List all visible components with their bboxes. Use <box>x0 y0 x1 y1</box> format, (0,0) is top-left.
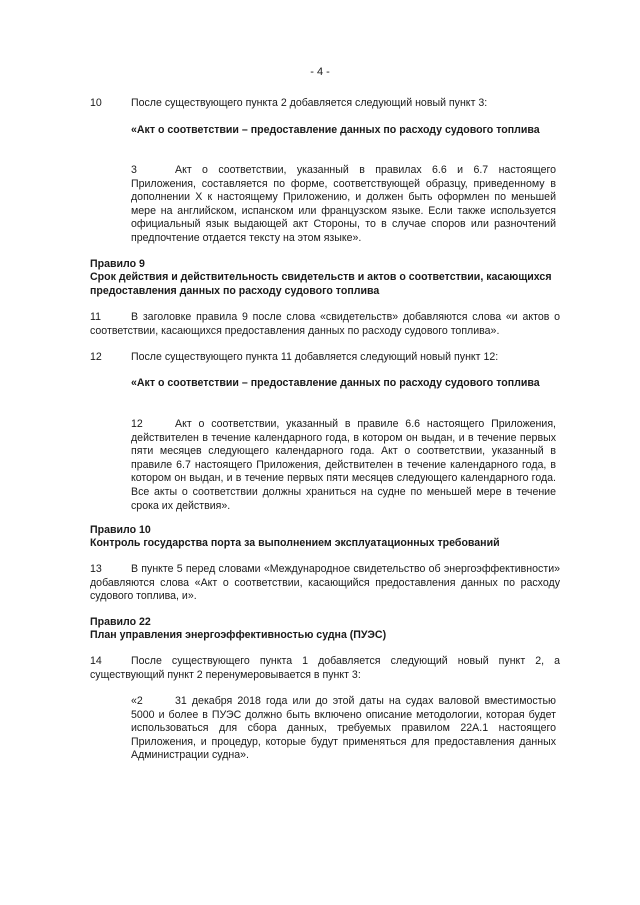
item-14-quote <box>131 695 556 763</box>
rule-22-title: План управления энергоэффективностью судна (ПУЭС) <box>90 629 387 641</box>
item-14-quote-text: 31 декабря 2018 года или до этой даты на судах валовой вместимостью 5000 и более в ПУЭС должно быть включено описание методологии, которая будет использоваться для сбора данных, требуемых правилом 22А.1 настоящего Приложения, и процедур, которые будут применяться для предоставления данных Администрации судна». <box>131 695 556 762</box>
item-10-quote <box>131 164 556 246</box>
rule-10-label: Правило 10 <box>90 524 151 536</box>
item-13-number: 13 <box>90 563 102 575</box>
item-12-number: 12 <box>90 351 102 363</box>
item-12-quote-text: Акт о соответствии, указанный в правиле 6.6 настоящего Приложения, действителен в течение календарного года, в котором он выдан, и в течение первых пяти месяцев следующего календарного года. Акт о соответствии, указанный в правиле 6.7 настоящего Приложения, действителен в течение календарного года, в котором он выдан, и в течение первых пяти месяцев следующего календарного года. Все акты о соответствии должны храниться на судне по меньшей мере в течение срока их действия». <box>131 418 556 512</box>
item-12-quote-number: 12 <box>131 418 143 430</box>
page-number: - 4 - <box>310 66 330 78</box>
item-11-text: В заголовке правила 9 после слова «свидетельств» добавляются слова «и актов о соответствии, касающихся предоставления данных по расходу судового топлива». <box>90 311 560 337</box>
item-14-text: После существующего пункта 1 добавляется следующий новый пункт 2, а существующий пункт 2 перенумеровывается в пункт 3: <box>90 655 560 681</box>
item-14-quote-number: «2 <box>131 695 143 707</box>
item-10-quote-number: 3 <box>131 164 137 176</box>
rule-22-label: Правило 22 <box>90 616 151 628</box>
item-10-text: После существующего пункта 2 добавляется следующий новый пункт 3: <box>131 97 488 109</box>
rule-10-title: Контроль государства порта за выполнением эксплуатационных требований <box>90 537 500 549</box>
item-12-quote <box>131 418 556 513</box>
item-13-paragraph <box>90 563 560 604</box>
rule-9-label: Правило 9 <box>90 258 145 270</box>
item-12-quote-heading: «Акт о соответствии – предоставление данных по расходу судового топлива <box>131 377 540 389</box>
item-13-text: В пункте 5 перед словами «Международное свидетельство об энергоэффективности» добавляются слова «Акт о соответствии, касающийся предоставления данных по расходу судового топлива, и». <box>90 563 560 603</box>
item-14-number: 14 <box>90 655 102 667</box>
item-10-quote-heading: «Акт о соответствии – предоставление данных по расходу судового топлива <box>131 124 540 136</box>
item-11-paragraph <box>90 311 560 338</box>
item-10-quote-text: Акт о соответствии, указанный в правилах 6.6 и 6.7 настоящего Приложения, составляется по форме, соответствующей образцу, приведенному в дополнении X к настоящему Приложению, и должен быть оформлен по меньшей мере на английском, испанском или французском языке. Если также используется официальный язык выдающей акт Стороны, то в случае споров или разночтений предпочтение отдается тексту на этом языке». <box>131 164 556 244</box>
item-11-number: 11 <box>90 311 101 323</box>
item-10-number: 10 <box>90 97 102 109</box>
item-14-paragraph <box>90 655 560 682</box>
rule-9-title: Срок действия и действительность свидетельств и актов о соответствии, касающихся предоставления данных по расходу судового топлива <box>90 271 552 297</box>
item-12-text: После существующего пункта 11 добавляется следующий новый пункт 12: <box>131 351 499 363</box>
